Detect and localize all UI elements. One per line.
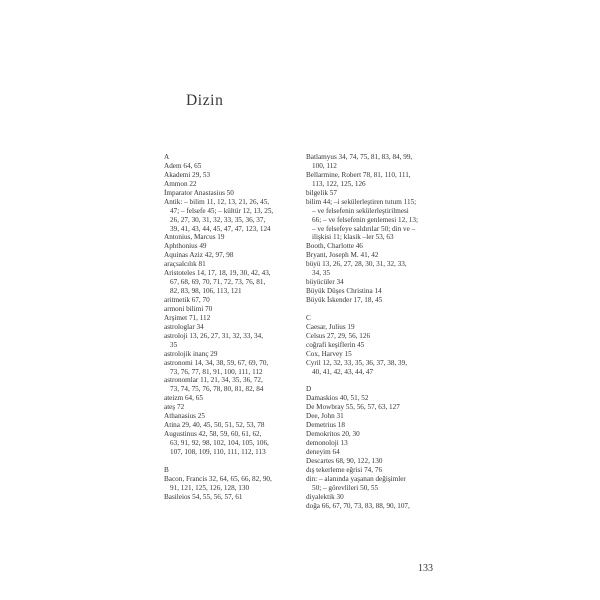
- index-entry-continuation: – ve felsefeye saldırılar 50; din ve –: [312, 224, 416, 233]
- index-entry: Augustinus 42, 58, 59, 60, 61, 62,: [164, 430, 262, 439]
- index-entry: Descartes 68, 90, 122, 130: [306, 456, 383, 465]
- index-entry: araçsalcılık 81: [164, 260, 206, 269]
- index-entry: Ammon 22: [164, 179, 197, 188]
- index-entry: Damaskios 40, 51, 52: [306, 394, 369, 403]
- index-column-right: [306, 153, 446, 511]
- index-entry: C: [306, 313, 311, 322]
- index-entry: Büyük İskender 17, 18, 45: [306, 296, 383, 304]
- index-entry: ateş 72: [164, 403, 185, 412]
- index-entry-continuation: 66; – ve felsefenin genlemesi 12, 13;: [312, 215, 418, 224]
- index-entry-continuation: 91, 121, 125, 126, 128, 130: [170, 483, 250, 492]
- index-entry: Bellarmine, Robert 78, 81, 110, 111,: [306, 170, 411, 179]
- index-entry-continuation: 113, 122, 125, 126: [312, 179, 366, 188]
- index-entry: astronomlar 11, 21, 34, 35, 36, 72,: [164, 376, 263, 385]
- index-entry: Akademi 29, 53: [164, 170, 211, 179]
- index-entry-continuation: 107, 108, 109, 110, 111, 112, 113: [170, 447, 266, 456]
- index-entry: astrolojik inanç 29: [164, 349, 218, 358]
- index-entry: Büyük Düşes Christina 14: [306, 287, 382, 296]
- index-entry-continuation: 73, 76, 77, 81, 91, 100, 111, 112: [170, 367, 263, 376]
- index-entry-continuation: ilişkisi 11; klasik –ler 53, 63: [312, 233, 394, 242]
- index-spacer: [306, 376, 446, 385]
- index-entry: B: [164, 465, 169, 474]
- index-entry-continuation: 26, 27, 30, 31, 32, 33, 35, 36, 37,: [170, 215, 266, 224]
- page-title: Dizin: [186, 92, 224, 109]
- index-entry: Cyril 12, 32, 33, 35, 36, 37, 38, 39,: [306, 358, 408, 367]
- index-entry: Antonius, Marcus 19: [164, 233, 225, 242]
- index-spacer: [306, 305, 446, 314]
- index-spacer: [164, 457, 304, 466]
- index-entry: Aphthonius 49: [164, 242, 207, 251]
- index-entry: Basileios 54, 55, 56, 57, 61: [164, 492, 243, 501]
- index-entry: astrologlar 34: [164, 322, 204, 331]
- index-entry: Antik: – bilim 11, 12, 13, 21, 26, 45,: [164, 197, 270, 206]
- index-entry: Athanasius 25: [164, 412, 205, 421]
- index-entry: Celsus 27, 29, 56, 126: [306, 331, 371, 340]
- index-entry-continuation: 73, 74, 75, 76, 78, 80, 81, 82, 84: [170, 385, 264, 394]
- index-entry: De Mowbray 55, 56, 57, 63, 127: [306, 403, 400, 412]
- index-entry: bilgelik 57: [306, 188, 337, 197]
- index-entry-continuation: – ve felsefenin sekülerleştirilmesi: [312, 206, 409, 215]
- index-entry-continuation: 50; – görevlileri 50, 55: [312, 483, 379, 492]
- index-entry: Bryant, Joseph M. 41, 42: [306, 251, 379, 260]
- index-entry-continuation: 67, 68, 69, 70, 71, 72, 73, 76, 81,: [170, 278, 266, 287]
- index-entry: Booth, Charlotte 46: [306, 242, 363, 251]
- index-entry: İmparator Anastasius 50: [164, 188, 234, 197]
- index-entry: Batlamyus 34, 74, 75, 81, 83, 84, 99,: [306, 153, 413, 161]
- index-entry-continuation: 35: [170, 340, 178, 349]
- index-entry: büyü 13, 26, 27, 28, 30, 31, 32, 33,: [306, 260, 407, 269]
- index-entry: astroloji 13, 26, 27, 31, 32, 33, 34,: [164, 331, 264, 340]
- index-entry: Demetrius 18: [306, 421, 345, 430]
- index-entry-continuation: 39, 41, 43, 44, 45, 47, 47, 123, 124: [170, 224, 271, 233]
- index-entry: Adem 64, 65: [164, 161, 202, 170]
- page-number: 133: [418, 563, 433, 574]
- index-entry-continuation: 100, 112: [312, 161, 337, 170]
- index-entry: Aristoteles 14, 17, 18, 19, 30, 42, 43,: [164, 269, 271, 278]
- index-entry: aritmetik 67, 70: [164, 296, 210, 304]
- index-entry: coğrafi keşiflerin 45: [306, 340, 365, 349]
- index-entry-continuation: 47; – felsefe 45; – kültür 12, 13, 25,: [170, 206, 274, 215]
- index-entry: doğa 66, 67, 70, 73, 83, 88, 90, 107,: [306, 501, 410, 510]
- index-entry-continuation: 34, 35: [312, 269, 330, 278]
- index-entry-continuation: 63, 91, 92, 98, 102, 104, 105, 106,: [170, 439, 269, 447]
- index-entry: Dee, John 31: [306, 412, 344, 421]
- index-entry-continuation: 40, 41, 42, 43, 44, 47: [312, 367, 374, 376]
- index-entry: Atina 29, 40, 45, 50, 51, 52, 53, 78: [164, 421, 265, 430]
- index-column-left: [164, 153, 304, 502]
- index-entry: dış tekerleme eğrisi 74, 76: [306, 465, 383, 474]
- index-entry: demonoloji 13: [306, 439, 348, 447]
- index-entry: Caesar, Julius 19: [306, 322, 355, 331]
- index-entry: armoni bilimi 70: [164, 304, 213, 313]
- index-entry: Arşimet 71, 112: [164, 313, 211, 322]
- index-entry: ateizm 64, 65: [164, 394, 203, 403]
- index-entry: A: [164, 153, 170, 161]
- index-entry: din: – alanında yaşanan değişimler: [306, 474, 406, 483]
- index-entry: Cox, Harvey 15: [306, 349, 352, 358]
- index-entry: deneyim 64: [306, 447, 340, 456]
- index-entry: diyalektik 30: [306, 492, 344, 501]
- index-entry-continuation: 82, 83, 98, 106, 113, 121: [170, 287, 242, 296]
- index-entry: Aquinas Aziz 42, 97, 98: [164, 251, 234, 260]
- index-entry: D: [306, 385, 312, 394]
- index-entry: büyücüler 34: [306, 278, 344, 287]
- index-entry: astronomi 14, 34, 38, 59, 67, 69, 70,: [164, 358, 269, 367]
- index-entry: bilim 44; –i sekülerleştiren tutum 115;: [306, 197, 417, 206]
- index-entry: Demokritos 20, 30: [306, 430, 360, 439]
- index-entry: Bacon, Francis 32, 64, 65, 66, 82, 90,: [164, 474, 272, 483]
